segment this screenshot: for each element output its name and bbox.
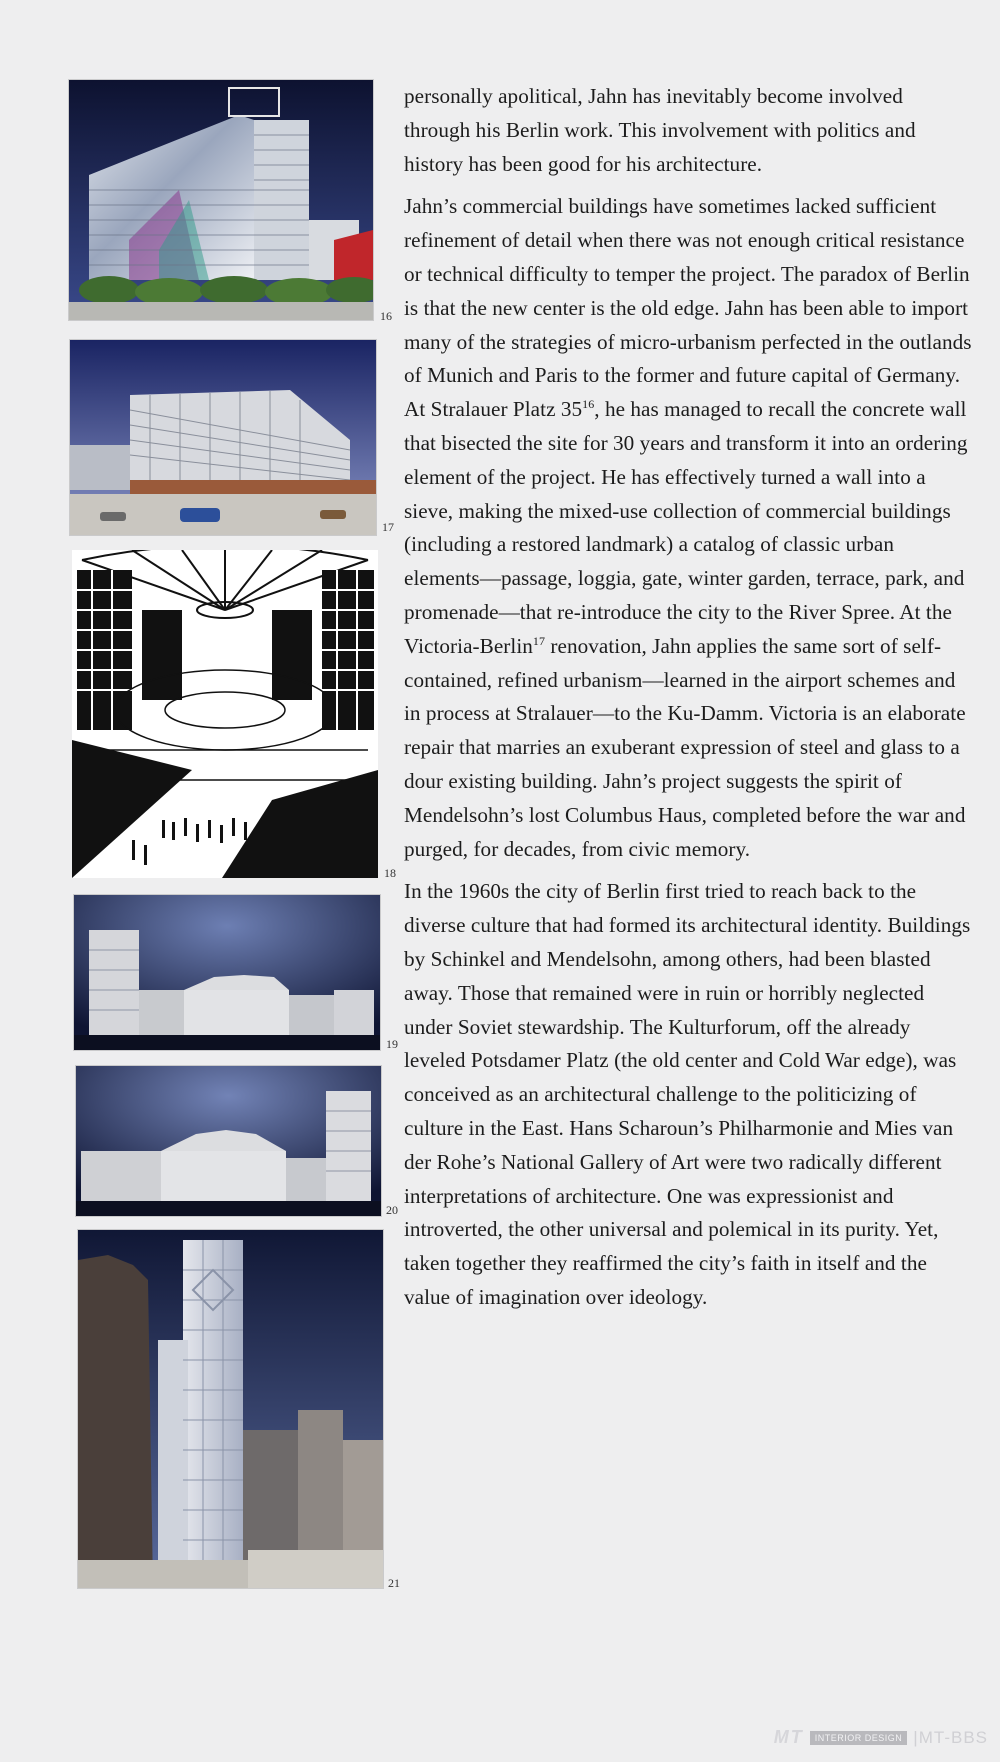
- figure-16-image: [69, 80, 373, 320]
- watermark: [774, 1727, 988, 1748]
- paragraph-3: [404, 875, 974, 1314]
- figure-19-image: [74, 895, 380, 1050]
- paragraph-text: personally apolitical, Jahn has inevitably become involved through his Berlin work. This involvement with politics and history has been good for his architecture.: [404, 84, 916, 176]
- figure-21-number: 21: [388, 1576, 400, 1590]
- figure-20-image: [76, 1066, 381, 1216]
- paragraph-text: Jahn’s commercial buildings have sometimes lacked sufficient refinement of detail when there was not enough critical resistance or technical difficulty to temper the project. The paradox of Berlin is that the new center is the old edge. Jahn has been able to import many of the strategies of micro-urbanism perfected in the outlands of Munich and Paris to the former and future capital of Germany. At Stralauer Platz 35: [404, 194, 972, 422]
- figure-column: [0, 0, 400, 1762]
- body-text: [404, 80, 974, 1324]
- figure-17-image: [70, 340, 376, 535]
- figure-20-number: 20: [386, 1203, 398, 1217]
- watermark-site: |MT-BBS: [913, 1727, 988, 1747]
- paragraph-text: , he has managed to recall the concrete wall that bisected the site for 30 years and transform it into an ordering element of the project. He has effectively turned a wall into a sieve, making the mixed-use collection of commercial buildings (including a restored landmark) a catalog of classic urban elements—passage, loggia, gate, winter garden, terrace, park, and promenade—that re-introduce the city to the River Spree. At the Victoria-Berlin: [404, 397, 968, 658]
- figure-18-image: [72, 550, 378, 878]
- paragraph-2: [404, 190, 974, 866]
- watermark-mark: MT: [773, 1727, 804, 1747]
- footnote-ref-16: 16: [582, 397, 595, 412]
- figure-19-number: 19: [386, 1037, 398, 1051]
- watermark-badge: INTERIOR DESIGN: [810, 1731, 908, 1745]
- figure-21-image: [78, 1230, 383, 1588]
- figure-16-number: 16: [380, 309, 392, 323]
- footnote-ref-17: 17: [532, 633, 546, 648]
- figure-17-number: 17: [382, 520, 394, 534]
- figure-18-number: 18: [384, 866, 396, 880]
- paragraph-1: [404, 80, 974, 181]
- paragraph-text: renovation, Jahn applies the same sort of self-contained, refined urbanism—learned in the airport schemes and in process at Stralauer—to the Ku-Damm. Victoria is an elaborate repair that marries an exuberant expression of steel and glass to a dour existing building. Jahn’s project suggests the spirit of Mendelsohn’s lost Columbus Haus, completed before the war and purged, for decades, from civic memory.: [404, 633, 966, 861]
- paragraph-text: In the 1960s the city of Berlin first tried to reach back to the diverse culture that had formed its architectural identity. Buildings by Schinkel and Mendelsohn, among others, had been blasted away. Those that remained were in ruin or horribly neglected under Soviet stewardship. The Kulturforum, off the already leveled Potsdamer Platz (the old center and Cold War edge), was conceived as an architectural challenge to the politicizing of culture in the East. Hans Scharoun’s Philharmonie and Mies van der Rohe’s National Gallery of Art were two radically different interpretations of architecture. One was expressionist and introverted, the other universal and polemical in its purity. Yet, taken together they reaffirmed the city’s faith in itself and the value of imagination over ideology.: [404, 879, 971, 1309]
